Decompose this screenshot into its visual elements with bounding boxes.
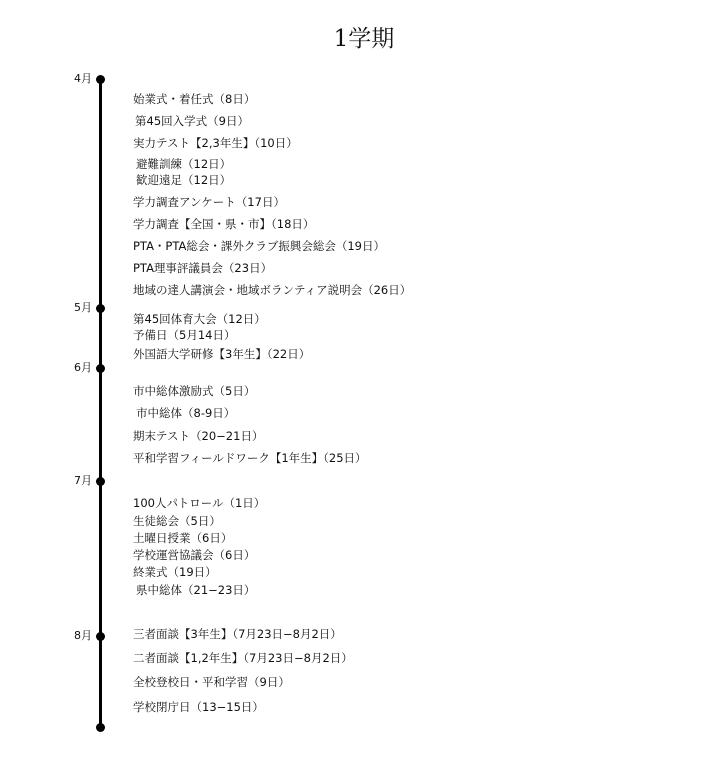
event-item: 学校閉庁日（13−15日） [133,700,264,714]
timeline-line [99,78,102,728]
event-item: 第45回体育大会（12日） [133,312,266,326]
event-item: 三者面談【3年生】（7月23日−8月2日） [133,627,342,641]
event-item: 地域の達人講演会・地域ボランティア説明会（26日） [133,283,412,297]
event-item: 生徒総会（5日） [133,514,221,528]
event-item: 学力調査【全国・県・市】（18日） [133,217,315,231]
event-item: 全校登校日・平和学習（9日） [133,675,290,689]
event-item: 市中総体激励式（5日） [133,384,256,398]
event-item: 平和学習フィールドワーク【1年生】（25日） [133,451,367,465]
event-item: PTA理事評議員会（23日） [133,261,273,275]
timeline-dot-august [96,632,105,641]
event-item: 実力テスト【2,3年生】（10日） [133,136,298,150]
event-item: 県中総体（21−23日） [136,583,256,597]
month-label-may: 5月 [74,301,92,314]
event-item: 期末テスト（20−21日） [133,429,264,443]
event-item: 学力調査アンケート（17日） [133,195,285,209]
month-label-june: 6月 [74,361,92,374]
event-item: 市中総体（8-9日） [136,406,236,420]
event-item: 歓迎遠足（12日） [136,173,232,187]
event-item: 予備日（5月14日） [133,328,236,342]
event-item: 外国語大学研修【3年生】（22日） [133,347,311,361]
event-item: 学校運営協議会（6日） [133,548,256,562]
event-item: 避難訓練（12日） [136,157,232,171]
event-item: 100人パトロール（1日） [133,496,266,510]
event-item: 土曜日授業（6日） [133,531,233,545]
event-item: PTA・PTA総会・課外クラブ振興会総会（19日） [133,239,385,253]
page-title: 1学期 [333,26,395,52]
timeline-dot-may [96,304,105,313]
month-label-august: 8月 [74,629,92,642]
timeline-dot-july [96,477,105,486]
timeline-dot-june [96,364,105,373]
event-item: 第45回入学式（9日） [135,114,249,128]
timeline-dot-april [96,75,105,84]
month-label-july: 7月 [74,474,92,487]
event-item: 二者面談【1,2年生】（7月23日−8月2日） [133,651,353,665]
timeline-dot-end [96,723,105,732]
event-item: 終業式（19日） [133,565,217,579]
event-item: 始業式・着任式（8日） [133,92,256,106]
month-label-april: 4月 [74,72,92,85]
